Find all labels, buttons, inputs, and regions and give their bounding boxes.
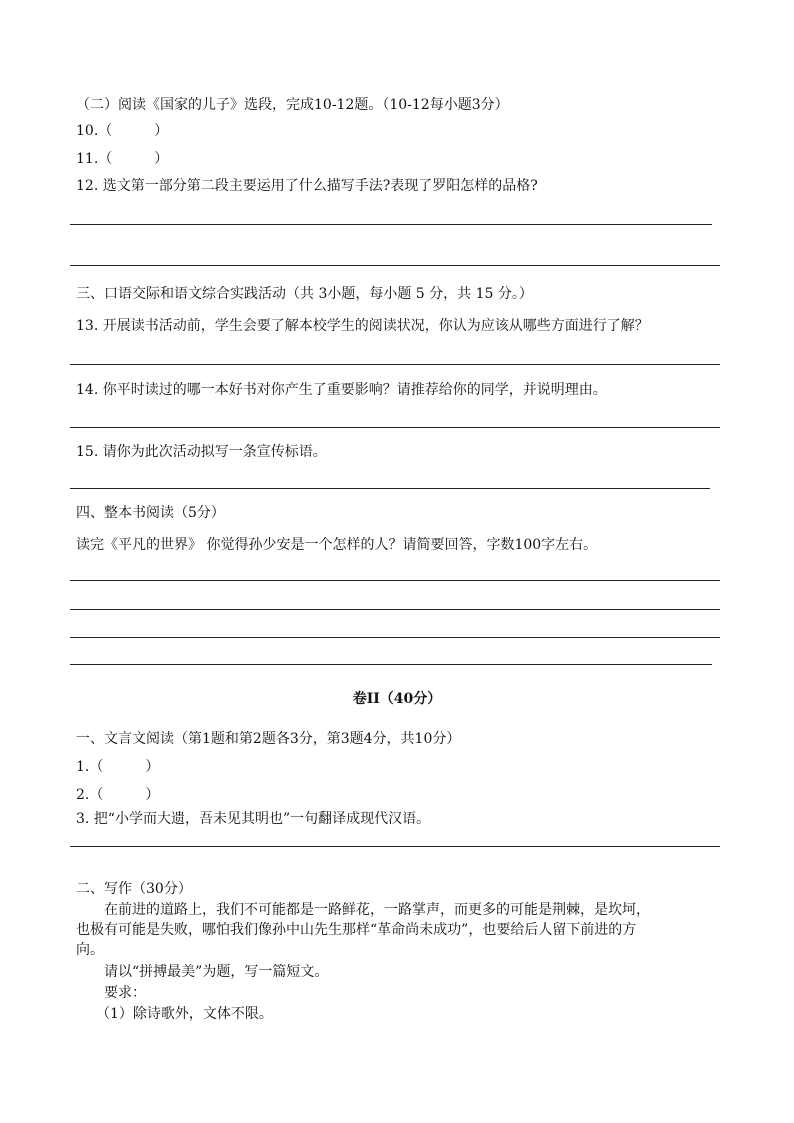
answer-line[interactable] — [70, 846, 720, 847]
answer-line[interactable] — [70, 427, 720, 428]
question-14: 14. 你平时读过的哪一本好书对你产生了重要影响？请推荐给你的同学，并说明理由。 — [76, 382, 607, 398]
section-heading-writing: 二、写作（30分） — [76, 881, 192, 897]
section-heading-classical: 一、文言文阅读（第1题和第2题各3分，第3题4分，共10分） — [76, 731, 461, 747]
writing-paragraph-line: 也极有可能是失败，哪怕我们像孙中山先生那样“革命尚未成功”，也要给后人留下前进的方 — [76, 922, 637, 938]
classical-question-2: 2.（ ） — [76, 787, 160, 803]
question-10: 10.（ ） — [76, 123, 169, 139]
classical-question-1: 1.（ ） — [76, 759, 160, 775]
question-12: 12. 选文第一部分第二段主要运用了什么描写手法?表现了罗阳怎样的品格? — [76, 178, 538, 194]
answer-line[interactable] — [70, 580, 720, 581]
section-heading-reading: （二）阅读《国家的儿子》选段，完成10-12题。（10-12每小题3分） — [76, 97, 509, 113]
answer-line[interactable] — [70, 609, 720, 610]
section-heading-oral: 三、口语交际和语文综合实践活动（共 3小题，每小题 5 分，共 15 分。） — [76, 286, 533, 302]
question-11: 11.（ ） — [76, 151, 169, 167]
writing-topic: 请以“拼搏最美”为题，写一篇短文。 — [104, 964, 329, 980]
answer-line[interactable] — [70, 265, 720, 266]
question-13: 13. 开展读书活动前，学生会要了解本校学生的阅读状况，你认为应该从哪些方面进行了解？ — [76, 318, 649, 334]
requirements-label: 要求： — [104, 985, 146, 1001]
writing-paragraph-line: 向。 — [76, 942, 104, 958]
answer-line[interactable] — [70, 224, 712, 225]
requirement-item: （1）除诗歌外，文体不限。 — [96, 1006, 273, 1022]
volume-title: 卷II（40分） — [352, 691, 442, 707]
writing-paragraph-line: 在前进的道路上，我们不可能都是一路鲜花，一路掌声，而更多的可能是荆棘，是坎坷， — [104, 902, 650, 918]
classical-question-3: 3. 把“小学而大遗，吾未见其明也”一句翻译成现代汉语。 — [76, 811, 431, 827]
answer-line[interactable] — [70, 488, 710, 489]
answer-line[interactable] — [70, 637, 720, 638]
answer-line[interactable] — [70, 364, 720, 365]
section-heading-whole-book: 四、整本书阅读（5分） — [76, 505, 225, 521]
question-whole-book: 读完《平凡的世界》 你觉得孙少安是一个怎样的人？请简要回答，字数100字左右。 — [76, 537, 598, 553]
question-15: 15. 请你为此次活动拟写一条宣传标语。 — [76, 444, 327, 460]
answer-line[interactable] — [70, 664, 712, 665]
